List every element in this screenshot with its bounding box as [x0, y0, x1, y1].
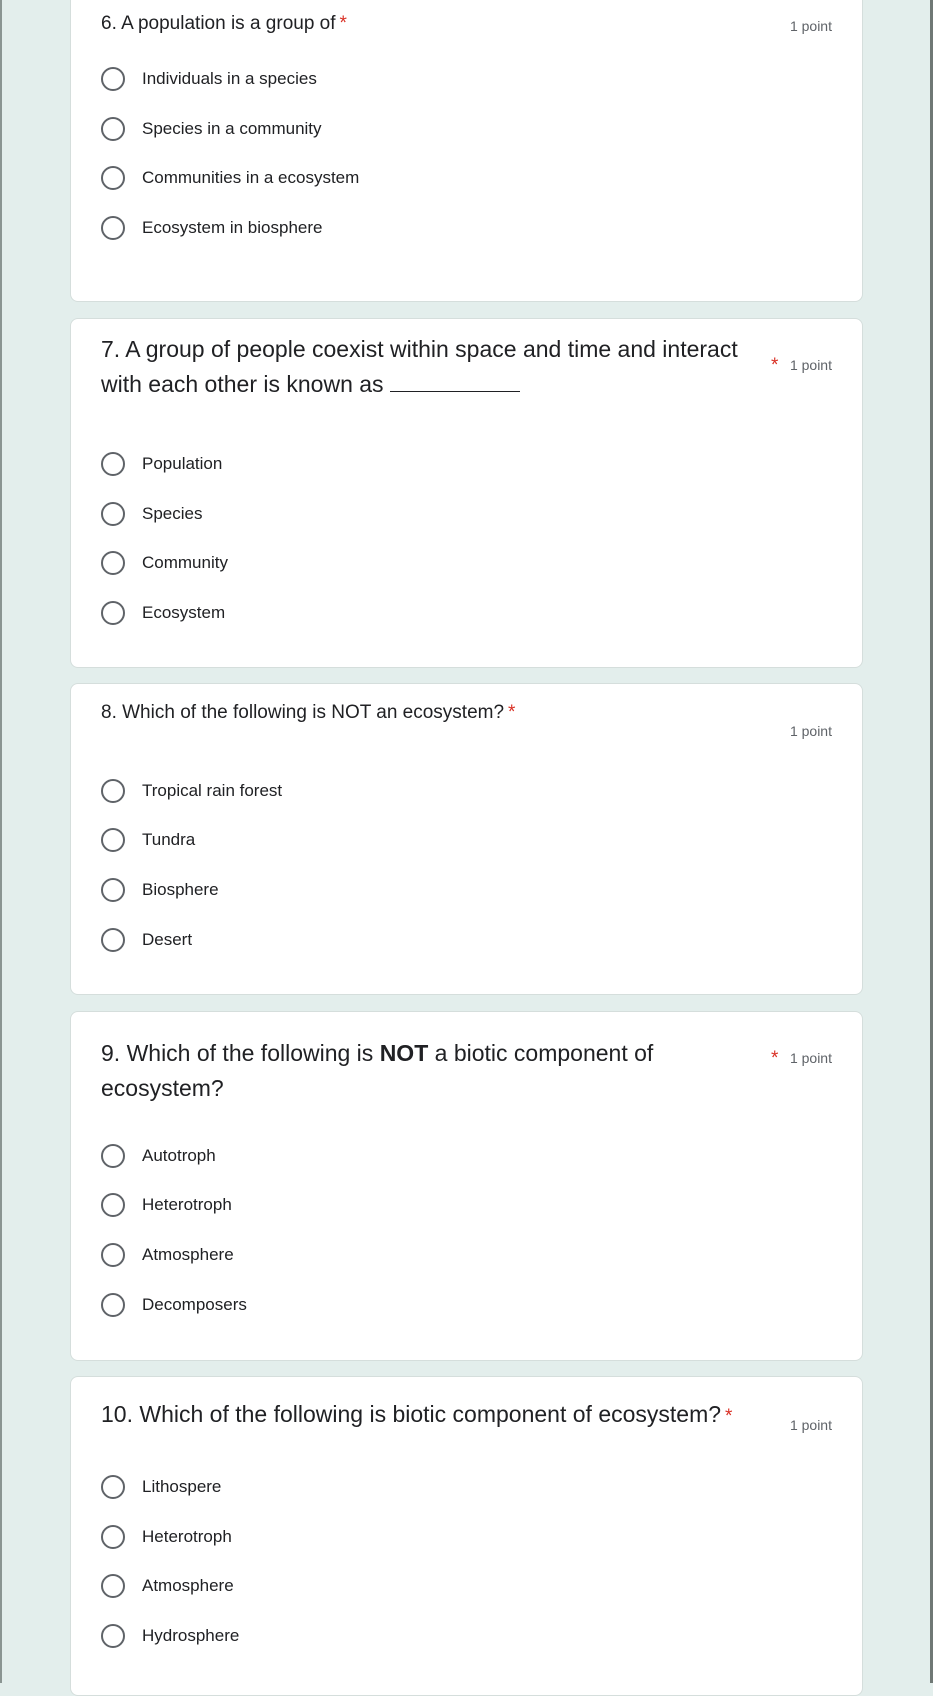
radio-circle-icon[interactable]	[101, 1475, 125, 1499]
radio-circle-icon[interactable]	[101, 601, 125, 625]
required-marker: *	[339, 13, 347, 34]
radio-circle-icon[interactable]	[101, 1193, 125, 1217]
radio-circle-icon[interactable]	[101, 928, 125, 952]
option-radio[interactable]	[101, 825, 195, 855]
radio-circle-icon[interactable]	[101, 166, 125, 190]
option-label: Heterotroph	[142, 1195, 232, 1214]
question-card-7	[70, 318, 863, 668]
question-points: 1 point	[789, 1417, 832, 1433]
radio-circle-icon[interactable]	[101, 1525, 125, 1549]
radio-circle-icon[interactable]	[101, 502, 125, 526]
question-card-8	[70, 683, 863, 995]
question-points: 1 point	[789, 723, 832, 739]
option-label: Community	[142, 553, 228, 572]
question-title: 10. Which of the following is biotic component of ecosystem? *	[101, 1401, 733, 1427]
option-radio[interactable]	[101, 499, 202, 529]
option-radio[interactable]	[101, 163, 359, 193]
question-points: 1 point	[789, 357, 832, 373]
required-marker: *	[771, 355, 779, 376]
option-label: Tundra	[142, 830, 196, 849]
question-title: 9. Which of the following is NOT a biotic component of ecosystem?	[101, 1040, 654, 1101]
option-radio[interactable]	[101, 925, 192, 955]
option-label: Tropical rain forest	[142, 781, 283, 800]
option-label: Lithospere	[142, 1477, 222, 1496]
option-label: Autotroph	[142, 1146, 216, 1165]
radio-circle-icon[interactable]	[101, 1624, 125, 1648]
question-points: 1 point	[789, 18, 832, 34]
option-label: Ecosystem in biosphere	[142, 218, 323, 237]
option-radio[interactable]	[101, 1290, 247, 1320]
radio-circle-icon[interactable]	[101, 1243, 125, 1267]
fill-in-blank-line	[390, 390, 520, 392]
option-label: Heterotroph	[142, 1527, 232, 1546]
option-label: Individuals in a species	[142, 69, 317, 88]
radio-circle-icon[interactable]	[101, 216, 125, 240]
option-label: Species	[142, 504, 203, 523]
option-radio[interactable]	[101, 213, 322, 243]
required-marker: *	[725, 1406, 733, 1427]
radio-circle-icon[interactable]	[101, 828, 125, 852]
option-radio[interactable]	[101, 114, 322, 144]
question-card-10	[70, 1376, 863, 1696]
option-radio[interactable]	[101, 598, 225, 628]
option-label: Communities in a ecosystem	[142, 168, 360, 187]
radio-circle-icon[interactable]	[101, 452, 125, 476]
option-label: Species in a community	[142, 119, 322, 138]
option-label: Decomposers	[142, 1295, 247, 1314]
radio-circle-icon[interactable]	[101, 878, 125, 902]
question-title: 7. A group of people coexist within space and time and interact with each other is known as	[101, 336, 738, 397]
option-radio[interactable]	[101, 1571, 234, 1601]
required-marker: *	[771, 1048, 779, 1069]
radio-circle-icon[interactable]	[101, 1144, 125, 1168]
radio-circle-icon[interactable]	[101, 551, 125, 575]
radio-circle-icon[interactable]	[101, 1574, 125, 1598]
option-radio[interactable]	[101, 1621, 239, 1651]
question-title: 8. Which of the following is NOT an ecosystem? *	[101, 702, 516, 723]
radio-circle-icon[interactable]	[101, 1293, 125, 1317]
option-label: Biosphere	[142, 880, 219, 899]
required-marker: *	[508, 702, 516, 723]
option-radio[interactable]	[101, 548, 228, 578]
option-label: Atmosphere	[142, 1576, 234, 1595]
option-radio[interactable]	[101, 1472, 221, 1502]
option-label: Population	[142, 454, 223, 473]
option-label: Atmosphere	[142, 1245, 234, 1264]
option-radio[interactable]	[101, 1190, 232, 1220]
question-card-6	[70, 0, 863, 302]
option-radio[interactable]	[101, 64, 317, 94]
left-edge	[0, 0, 2, 1683]
question-card-9	[70, 1011, 863, 1361]
option-radio[interactable]	[101, 1141, 216, 1171]
option-label: Desert	[142, 930, 193, 949]
option-radio[interactable]	[101, 776, 282, 806]
option-radio[interactable]	[101, 1240, 234, 1270]
question-points: 1 point	[789, 1050, 832, 1066]
option-label: Ecosystem	[142, 603, 226, 622]
question-title: 6. A population is a group of *	[101, 13, 347, 34]
radio-circle-icon[interactable]	[101, 67, 125, 91]
option-label: Hydrosphere	[142, 1626, 240, 1645]
option-radio[interactable]	[101, 1522, 232, 1552]
radio-circle-icon[interactable]	[101, 117, 125, 141]
option-radio[interactable]	[101, 875, 219, 905]
option-radio[interactable]	[101, 449, 222, 479]
radio-circle-icon[interactable]	[101, 779, 125, 803]
